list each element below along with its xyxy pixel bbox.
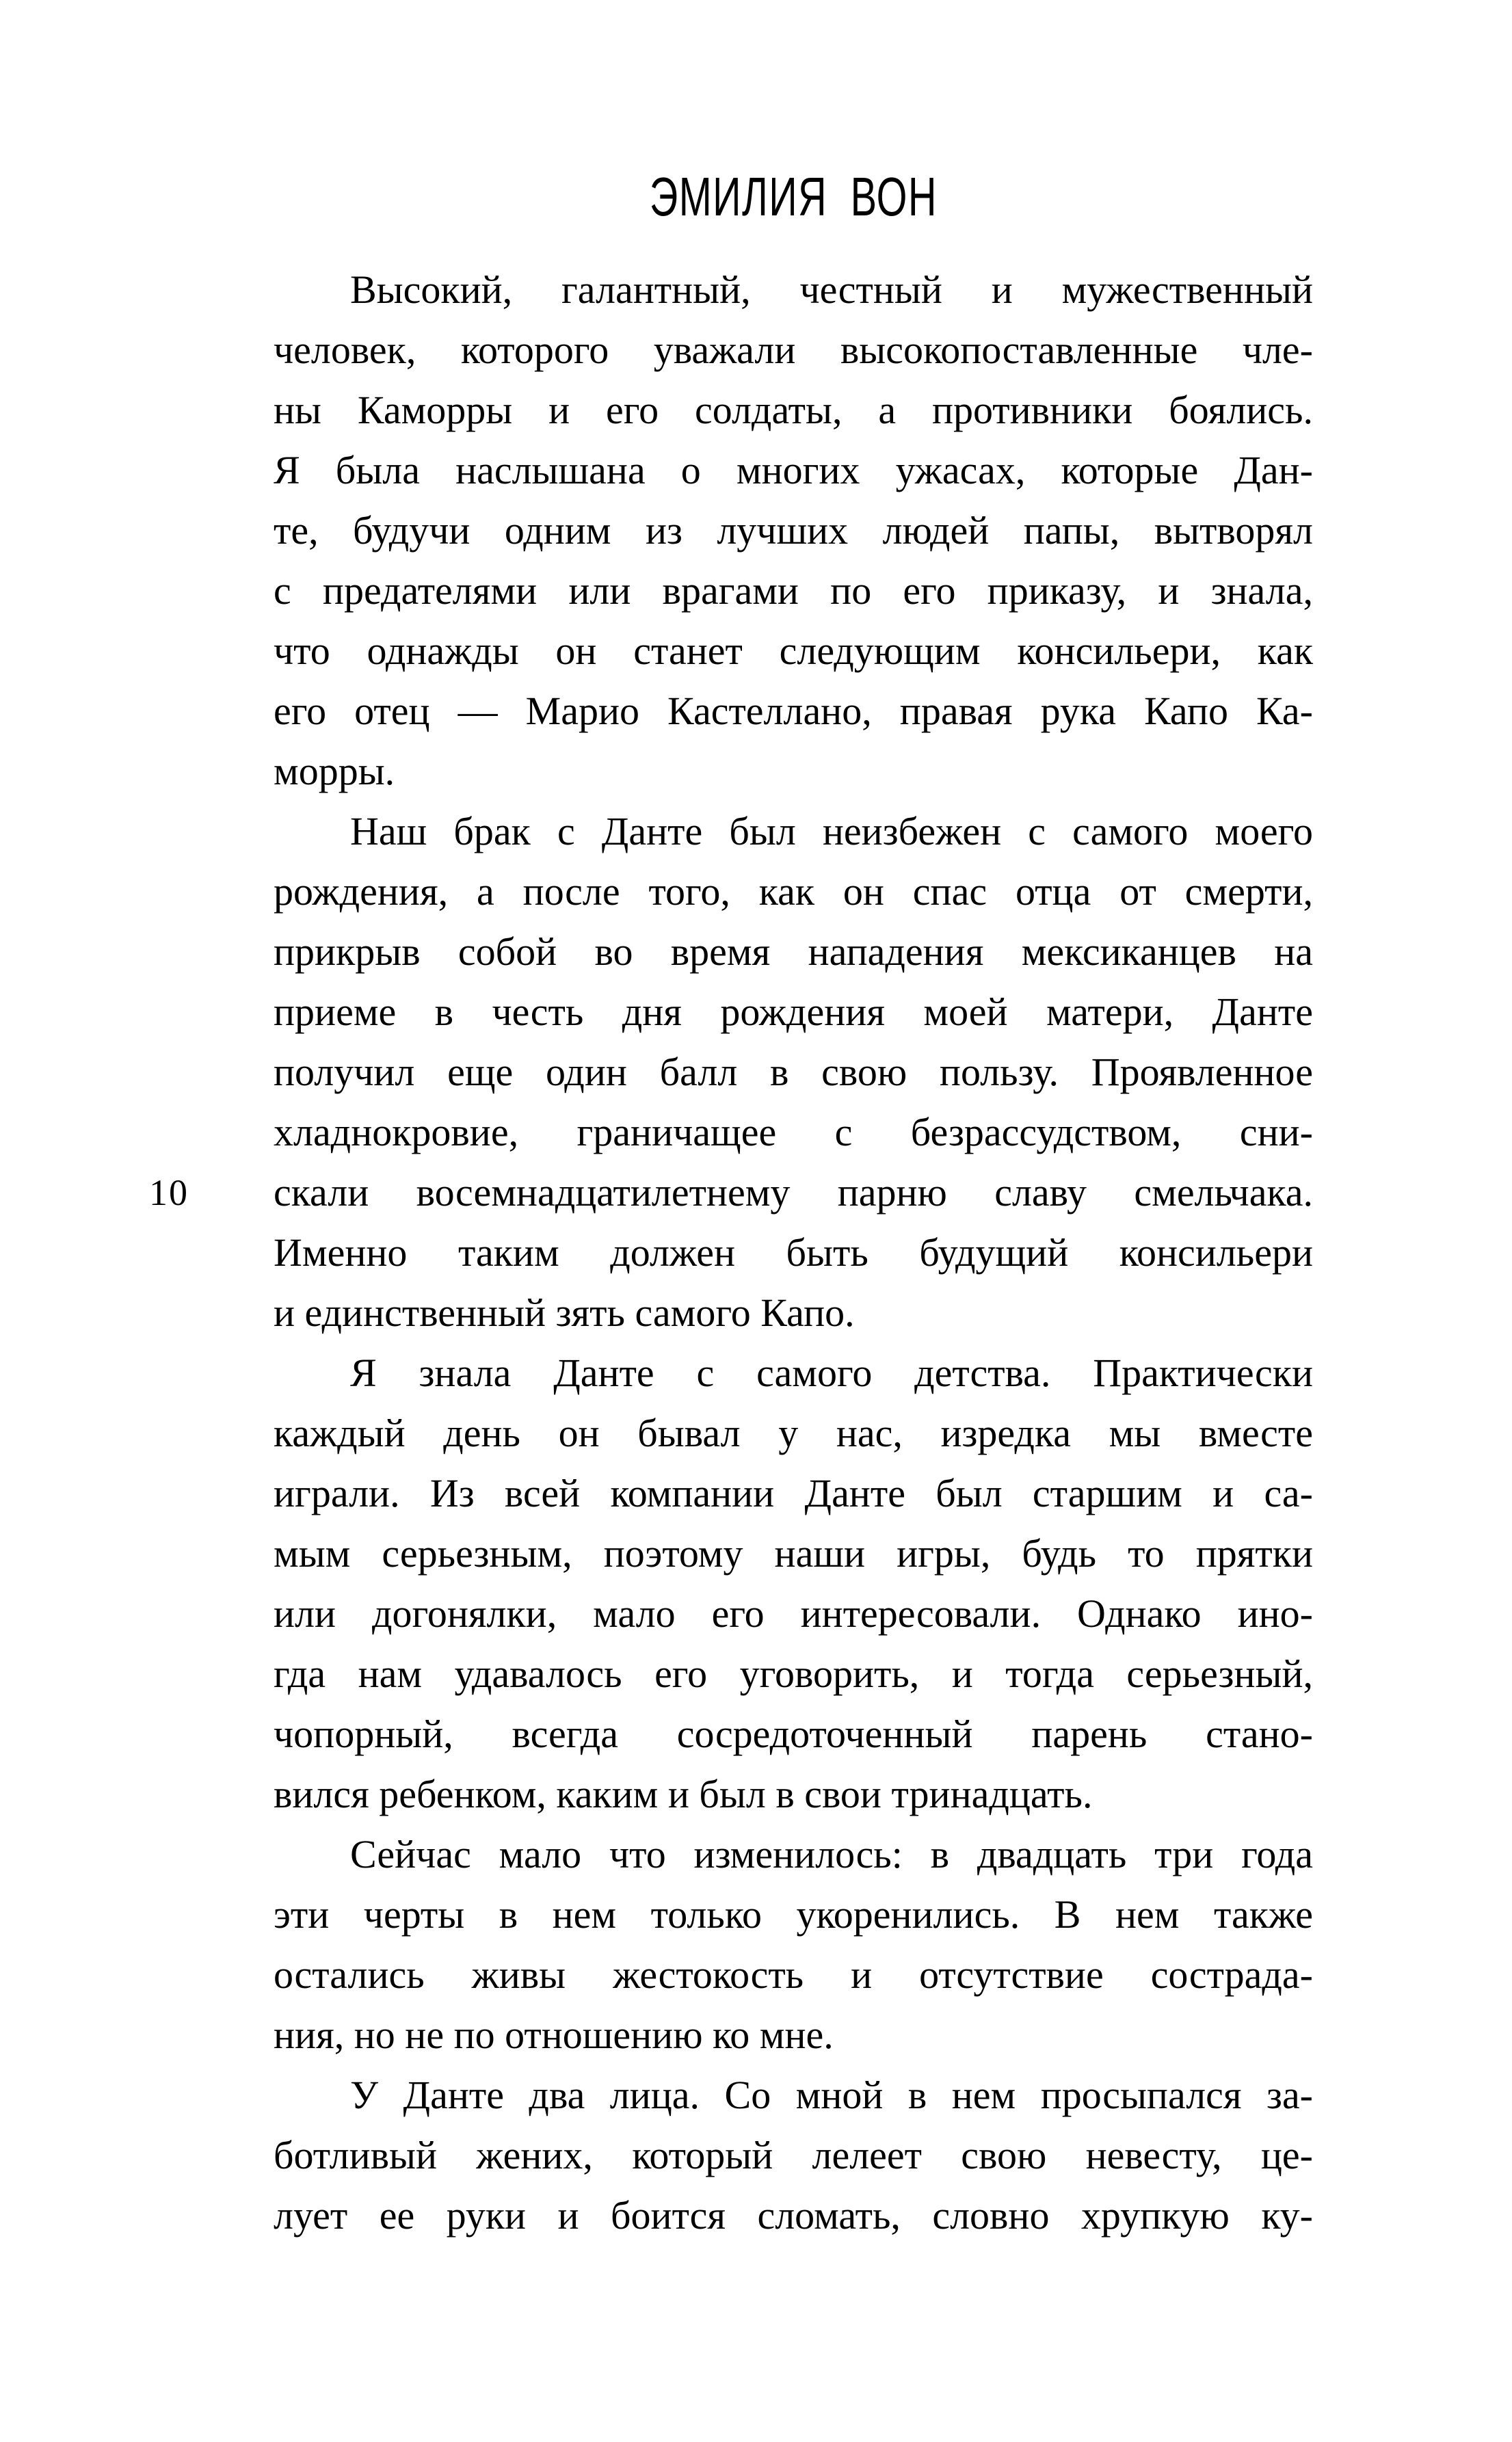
text-line: У Данте два лица. Со мной в нем просыпался за- xyxy=(350,2073,1313,2117)
text-block xyxy=(274,260,1313,2246)
text-line: или догонялки, мало его интересовали. Однако ино- xyxy=(274,1591,1313,1636)
text-line: Сейчас мало что изменилось: в двадцать три года xyxy=(350,1832,1313,1876)
text-line: его отец — Марио Кастеллано, правая рука Капо Ка- xyxy=(274,689,1313,733)
text-line: скали восемнадцатилетнему парню славу смельчака. xyxy=(274,1170,1313,1215)
text-line: Наш брак с Данте был неизбежен с самого моего xyxy=(350,809,1313,853)
paragraph xyxy=(274,2065,1313,2246)
text-line: ботливый жених, который лелеет свою невесту, це- xyxy=(274,2133,1313,2177)
text-line: играли. Из всей компании Данте был старшим и са- xyxy=(274,1471,1313,1515)
text-line: Высокий, галантный, честный и мужественный xyxy=(350,267,1313,312)
text-line: вился ребенком, каким и был в свои тринадцать. xyxy=(274,1772,1093,1816)
page-number: 10 xyxy=(149,1172,189,1213)
running-header xyxy=(274,166,1313,227)
text-line: ны Каморры и его солдаты, а противники боялись. xyxy=(274,388,1313,432)
text-line: мым серьезным, поэтому наши игры, будь то прятки xyxy=(274,1531,1313,1576)
text-line: рождения, а после того, как он спас отца от смерти, xyxy=(274,869,1313,914)
paragraph xyxy=(274,260,1313,801)
text-line: эти черты в нем только укоренились. В нем также xyxy=(274,1892,1313,1937)
text-line: приеме в честь дня рождения моей матери, Данте xyxy=(274,990,1313,1034)
text-line: остались живы жестокость и отсутствие сострада- xyxy=(274,1952,1313,1997)
text-line: с предателями или врагами по его приказу, и знала, xyxy=(274,568,1313,613)
text-line: гда нам удавалось его уговорить, и тогда серьезный, xyxy=(274,1651,1313,1696)
text-line: ния, но не по отношению ко мне. xyxy=(274,2013,834,2057)
text-line: и единственный зять самого Капо. xyxy=(274,1290,855,1335)
text-line: что однажды он станет следующим консильери, как xyxy=(274,628,1313,673)
text-line: морры. xyxy=(274,749,395,793)
running-header-text: ЭМИЛИЯ ВОН xyxy=(649,166,938,227)
text-line: человек, которого уважали высокопоставленные чле- xyxy=(274,328,1313,372)
paragraph xyxy=(274,801,1313,1343)
text-line: получил еще один балл в свою пользу. Проявленное xyxy=(274,1050,1313,1094)
text-line: чопорный, всегда сосредоточенный парень стано- xyxy=(274,1712,1313,1756)
text-line: Я была наслышана о многих ужасах, которые Дан- xyxy=(274,448,1313,492)
text-line: лует ее руки и боится сломать, словно хрупкую ку- xyxy=(274,2193,1313,2238)
text-line: Именно таким должен быть будущий консильери xyxy=(274,1230,1313,1275)
text-line: хладнокровие, граничащее с безрассудством, сни- xyxy=(274,1110,1313,1154)
text-line: прикрыв собой во время нападения мексиканцев на xyxy=(274,929,1313,974)
text-line: те, будучи одним из лучших людей папы, вытворял xyxy=(274,508,1313,553)
text-line: Я знала Данте с самого детства. Практически xyxy=(350,1351,1313,1395)
text-line: каждый день он бывал у нас, изредка мы вместе xyxy=(274,1411,1313,1455)
paragraph xyxy=(274,1343,1313,1824)
paragraph xyxy=(274,1824,1313,2065)
